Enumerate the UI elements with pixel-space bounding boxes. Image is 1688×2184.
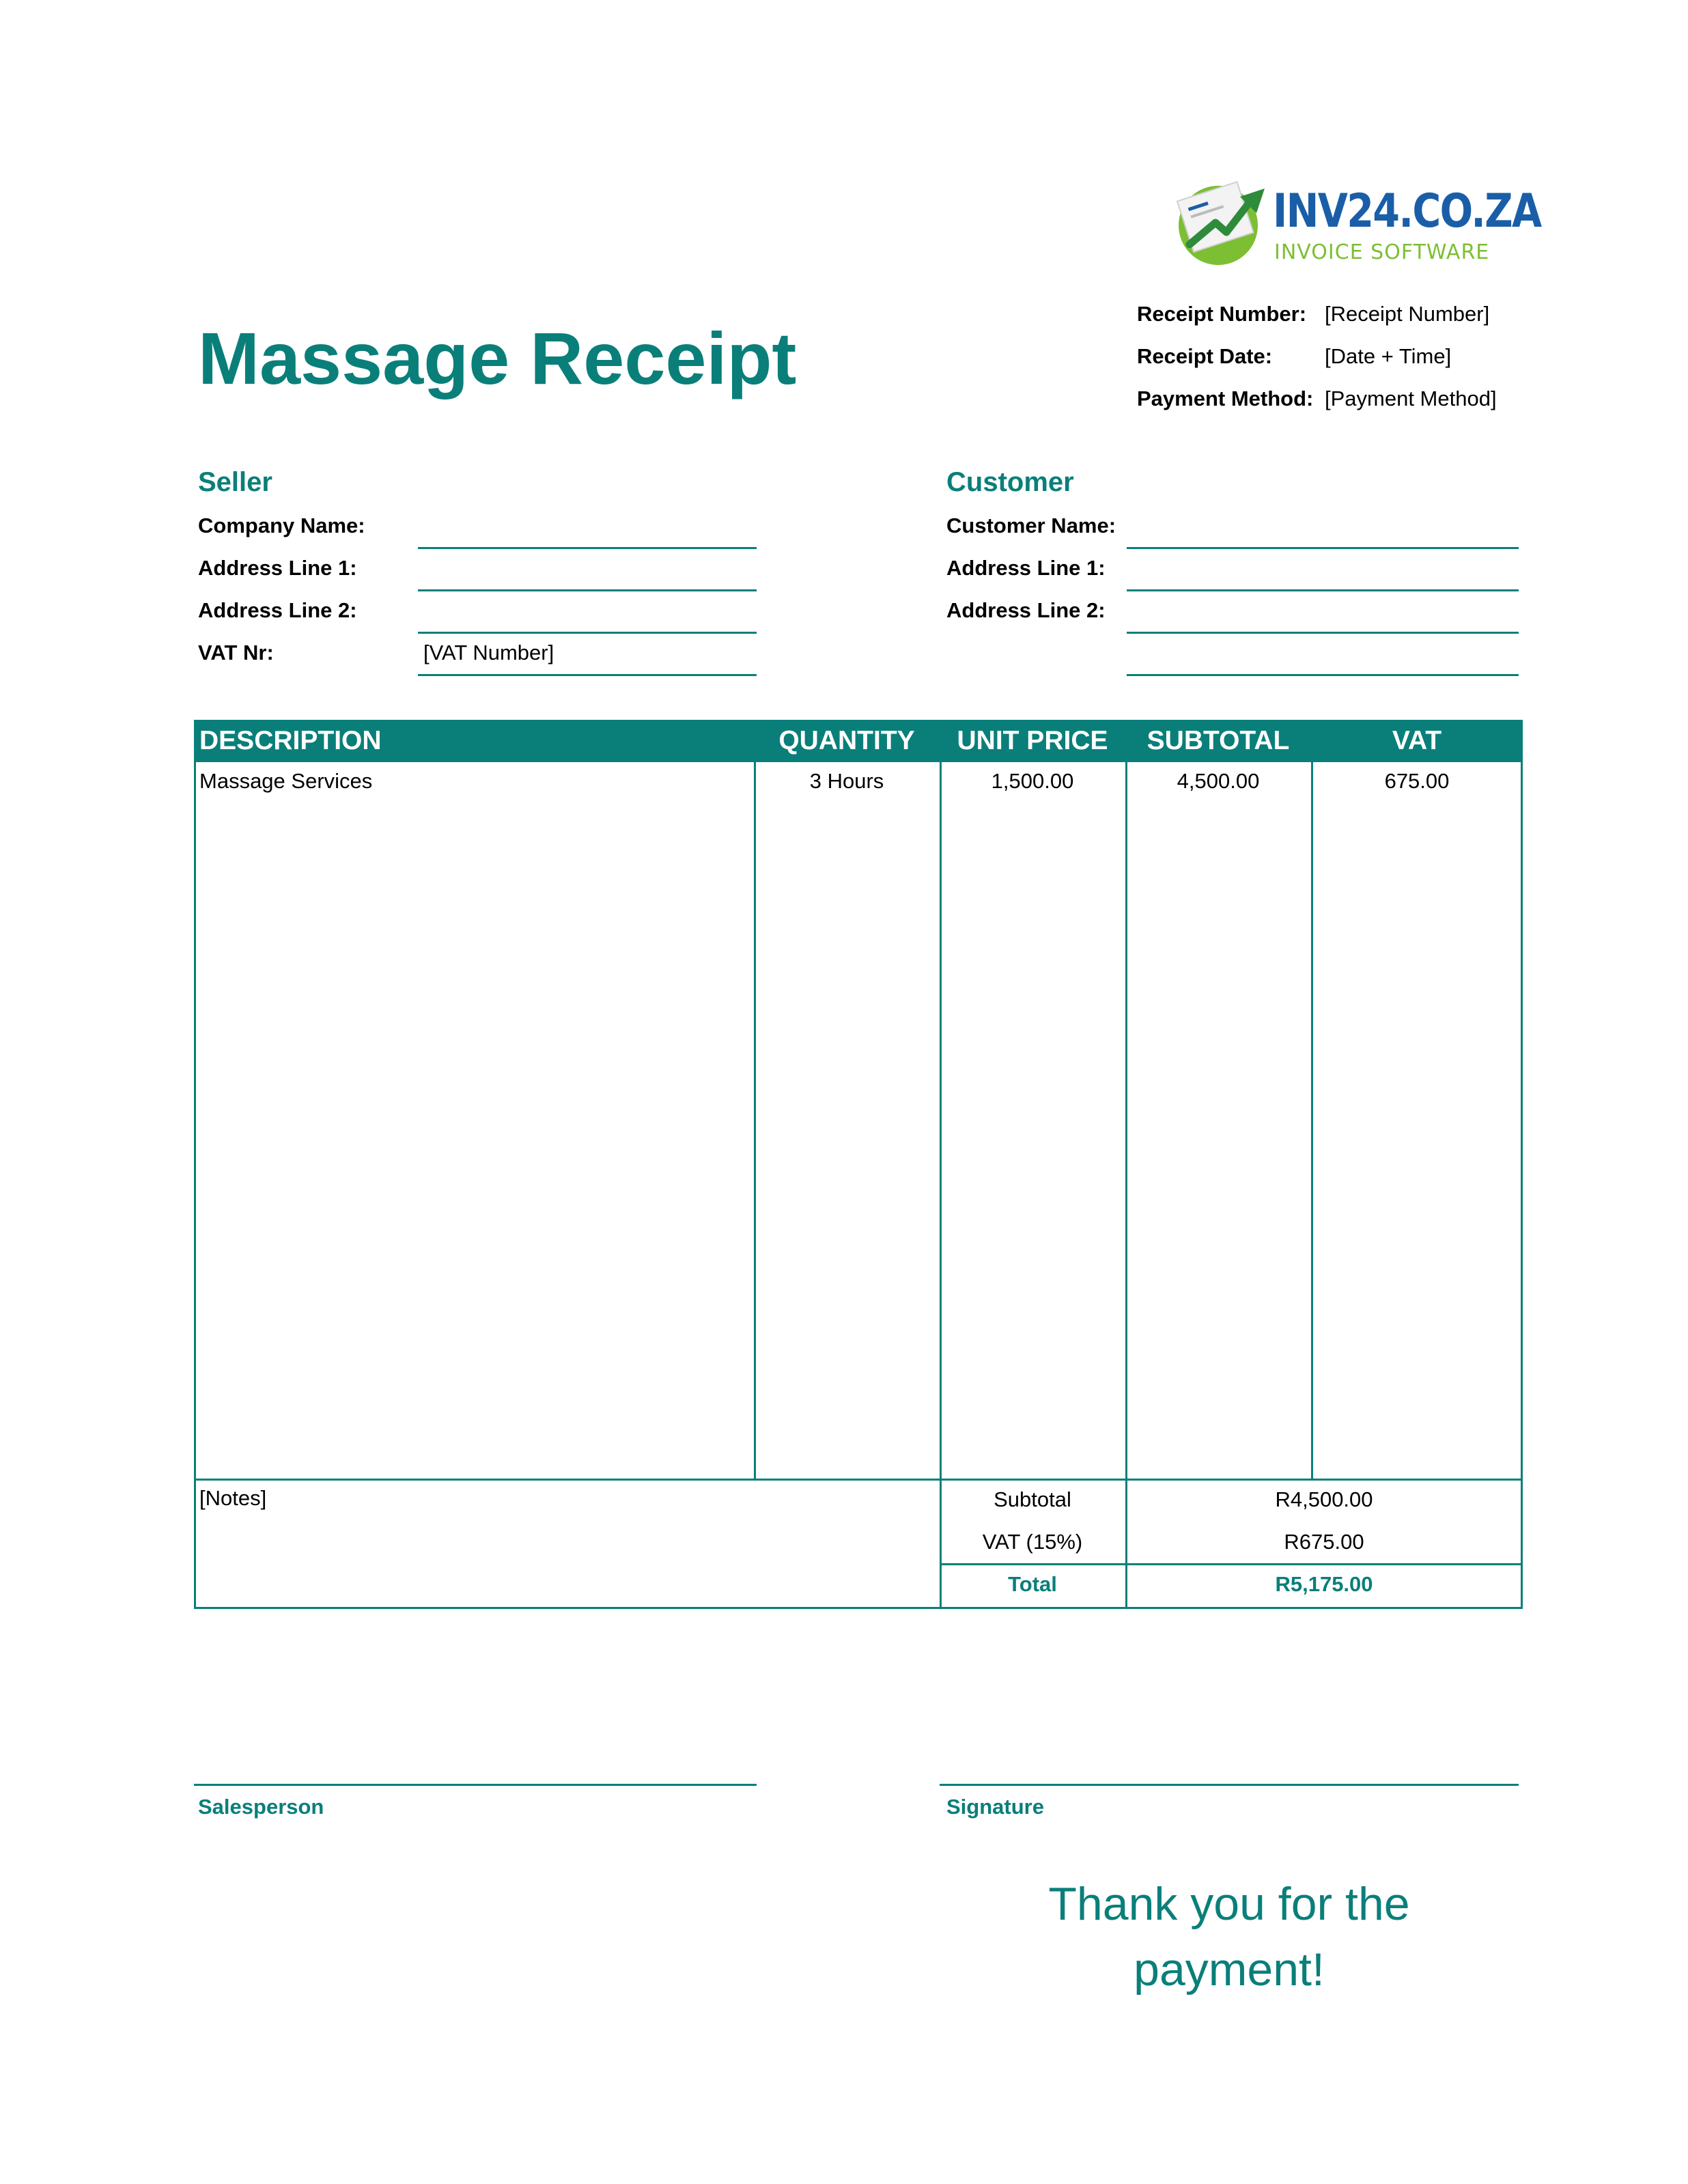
row-subtotal: 4,500.00	[1177, 769, 1260, 793]
totals-top-line	[194, 1479, 1523, 1481]
logo-name: INV24.CO.ZA	[1273, 184, 1541, 238]
thank-you-line-1: Thank you for the	[1048, 1878, 1410, 1930]
vat-nr-label: VAT Nr:	[198, 641, 274, 664]
total-label: Total	[1008, 1572, 1057, 1596]
total-value: R5,175.00	[1275, 1572, 1373, 1596]
customer-name-line	[1127, 547, 1519, 549]
header-vat: VAT	[1392, 726, 1442, 755]
notes: [Notes]	[199, 1486, 267, 1510]
customer-name-label: Customer Name:	[946, 514, 1116, 537]
header-unit-price: UNIT PRICE	[957, 726, 1108, 755]
receipt-number-value: [Receipt Number]	[1325, 302, 1490, 326]
table-border-bottom	[194, 1607, 1523, 1609]
company-name-line	[418, 547, 757, 549]
header-description: DESCRIPTION	[199, 726, 382, 755]
logo-tagline: INVOICE SOFTWARE	[1274, 240, 1490, 264]
salesperson-line	[194, 1784, 757, 1786]
seller-address-1-label: Address Line 1:	[198, 556, 357, 580]
total-row-line	[940, 1563, 1523, 1565]
thank-you-line-2: payment!	[1134, 1944, 1325, 1996]
receipt-date-label: Receipt Date:	[1137, 344, 1273, 368]
customer-address-2-line	[1127, 632, 1519, 634]
seller-address-2-label: Address Line 2:	[198, 598, 357, 622]
signature-line	[940, 1784, 1519, 1786]
row-vat: 675.00	[1384, 769, 1450, 793]
seller-address-2-line	[418, 632, 757, 634]
customer-heading: Customer	[946, 467, 1074, 497]
items-table	[194, 720, 1523, 1609]
col-divider-unit-price	[940, 762, 942, 1609]
table-border-right	[1521, 720, 1523, 1609]
vat-nr-line	[418, 674, 757, 676]
company-name-label: Company Name:	[198, 514, 365, 537]
row-quantity: 3 Hours	[809, 769, 884, 793]
salesperson-label: Salesperson	[198, 1795, 324, 1819]
table-border-left	[194, 720, 196, 1609]
receipt-number-label: Receipt Number:	[1137, 302, 1307, 326]
customer-address-1-label: Address Line 1:	[946, 556, 1106, 580]
customer-extra-line	[1127, 674, 1519, 676]
vat-value: R675.00	[1284, 1530, 1364, 1554]
signature-label: Signature	[946, 1795, 1044, 1819]
vat-nr-value: [VAT Number]	[423, 641, 554, 664]
subtotal-value: R4,500.00	[1275, 1487, 1373, 1511]
thank-you-message	[983, 1871, 1475, 2002]
col-divider-subtotal	[1125, 762, 1127, 1609]
seller-address-1-line	[418, 589, 757, 591]
header-quantity: QUANTITY	[778, 726, 915, 755]
page-title: Massage Receipt	[198, 317, 797, 400]
payment-method-value: [Payment Method]	[1325, 387, 1497, 410]
payment-method-label: Payment Method:	[1137, 387, 1314, 410]
brand-logo	[1169, 169, 1541, 272]
row-description: Massage Services	[199, 769, 373, 793]
subtotal-label: Subtotal	[994, 1487, 1071, 1511]
vat-label: VAT (15%)	[982, 1530, 1083, 1554]
customer-address-1-line	[1127, 589, 1519, 591]
row-unit-price: 1,500.00	[991, 769, 1074, 793]
logo-icon	[1169, 169, 1271, 272]
customer-address-2-label: Address Line 2:	[946, 598, 1106, 622]
seller-heading: Seller	[198, 467, 272, 497]
receipt-date-value: [Date + Time]	[1325, 344, 1452, 368]
header-subtotal: SUBTOTAL	[1147, 726, 1290, 755]
col-divider-vat	[1311, 762, 1313, 1481]
col-divider-quantity	[754, 762, 756, 1481]
